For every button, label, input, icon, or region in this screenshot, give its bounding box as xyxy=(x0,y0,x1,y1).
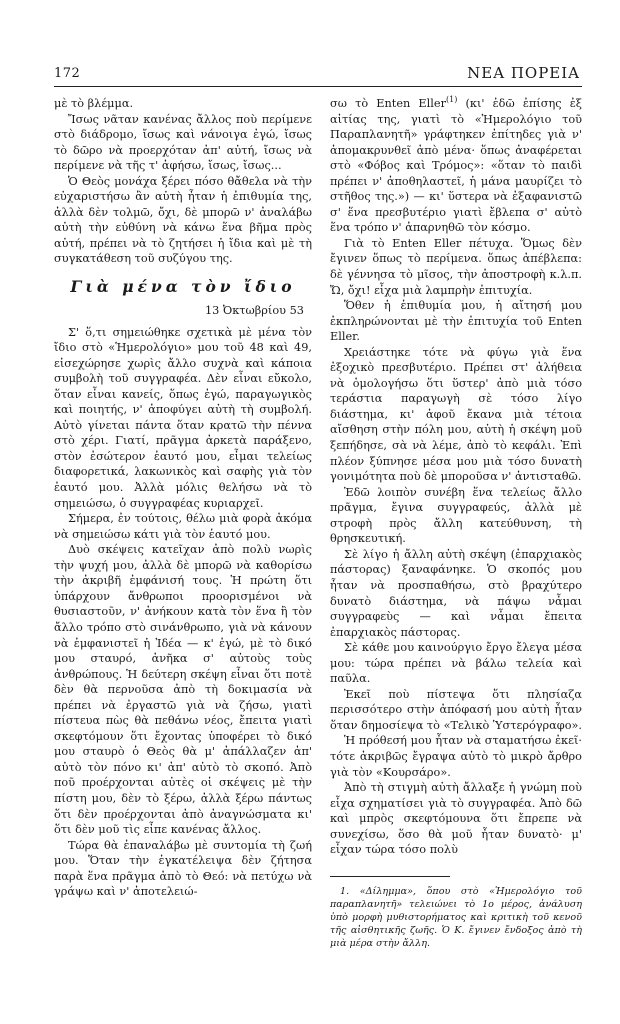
paragraph: μὲ τὸ βλέμμα. xyxy=(54,97,134,110)
paragraph: Ἀπὸ τὴ στιγμὴ αὐτὴ ἄλλαξε ἡ γνώμη ποὺ εἶχα σχηματίσει γιὰ τὸ συγγραφέα. Ἀπὸ δῶ καὶ μπρὸς σκεφτόμουνα ὅτι ἔπρεπε νὰ συνεχίσω, ὅσο θὰ μοῦ ἦταν δυνατὸ· μ' εἶχαν τώρα τόσο πολὺ xyxy=(330,781,582,857)
footnote-rule xyxy=(330,876,450,877)
paragraph-start: σω τὸ Enten Eller xyxy=(330,97,446,110)
header-rule xyxy=(54,86,582,87)
paragraph: Ἡ πρόθεσή μου ἦταν νὰ σταματήσω ἐκεῖ· τότε ἀκριβῶς ἔγραψα αὐτὸ τὸ μικρὸ ἄρθρο γιὰ τὸν «Κουρσάρο». xyxy=(330,734,582,779)
paragraph: Δυὸ σκέψεις κατεῖχαν ἀπὸ πολὺ νωρὶς τὴν ψυχή μου, ἀλλὰ δὲ μπορῶ νὰ καθορίσω τὴν ἀκριβῆ ἐμφάνισή τους. Ἡ πρώτη ὅτι ὑπάρχουν ἄνθρωποι προορισμένοι νὰ θυσιαστοῦν, ν' ἀνήκουν κατὰ τὸν ἕνα ἢ τὸν ἄλλο τρόπο στὸ σινάνθρωπο, γιὰ νὰ κάνουν νὰ ἐμφανιστεῖ ἡ Ἰδέα — κ' ἐγώ, μὲ τὸ δικό μου σταυρό, ἀνῆκα σ' αὐτοὺς τοὺς ἀνθρώπους. Ἡ δεύτερη σκέψη εἶναι ὅτι ποτὲ δὲν θὰ περνοῦσα ἀπὸ τὴ δοκιμασία νὰ πρέπει νὰ ἐργαστῶ γιὰ νὰ ζήσω, γιατὶ πίστευα πὼς θὰ πεθάνω νέος, ἔπειτα γιατὶ σκεφτόμουν ὅτι ἔχοντας ὑποφέρει τὸ δικό μου σταυρὸ ὁ Θεὸς θὰ μ' ἀπάλλαζεν ἀπ' αὐτὸ τὸν πόνο κι' ἀπ' αὐτὸ τὸ σκοπό. Ἀπὸ ποῦ προέρχονται αὐτὲς οἱ σκέψεις μὲ τὴν πίστη μου, δὲν τὸ ξέρω, ἀλλὰ ξέρω πάντως ὅτι δὲν προέρχονται ἀπὸ ἀναγνώσματα κι' ὅτι δὲν μοῦ τὶς εἶπε κανένας ἄλλος. xyxy=(54,543,312,837)
footnote: 1. «Δίλημμα», ὅπου στὸ «Ἡμερολόγιο τοῦ παραπλανητῆ» τελειώνει τὸ 1ο μέρος, ἀνάλυση ὑπὸ μορφὴ μυθιστορήματος καὶ κριτικὴ τοῦ κενοῦ τῆς αἰσθητικῆς ζωῆς. Ὁ Κ. ἔγινεν ἔνδοξος ἀπὸ τὴ μιὰ μέρα στὴν ἄλλη. xyxy=(330,885,582,949)
paragraph: Ὅθεν ἡ ἐπιθυμία μου, ἡ αἴτησή μου ἐκπληρώνονται μὲ τὴν ἐπιτυχία τοῦ Enten Eller. xyxy=(330,299,582,344)
running-head: ΝΕΑ ΠΟΡΕΙΑ xyxy=(467,64,580,82)
paragraph xyxy=(330,96,582,236)
section-heading: Γιὰ μένα τὸν ἴδιο xyxy=(70,277,296,297)
paragraph: Σ' ὅ,τι σημειώθηκε σχετικὰ μὲ μένα τὸν ἴδιο στὸ «Ἡμερολόγιο» μου τοῦ 48 καὶ 49, εἰσεχώρησε χωρὶς ἄλλο συχνὰ καὶ κάποια συμβολὴ τοῦ συγγραφέα. Δὲν εἶναι εὔκολο, ὅταν εἶναι κανείς, ὅπως ἐγώ, παραγωγικὸς καὶ ποιητής, ν' ἀποφύγει αὐτὴ τὴ συμβολή. Αὐτὸ γίνεται πάντα ὅταν κρατῶ τὴν πέννα στὸ χέρι. Γιατί, πρᾶγμα ἀρκετὰ παράξενο, στὸν ἐσώτερον ἑαυτό μου, εἶμαι τελείως διαφορετικά, λακωνικὸς καὶ σαφὴς γιὰ τὸν ἑαυτό μου. Ἀλλὰ μόλις θελήσω νὰ τὸ σημειώσω, ὁ συγγραφέας κυριαρχεῖ. xyxy=(54,325,312,510)
paragraph: Ἐδῶ λοιπὸν συνέβη ἕνα τελείως ἄλλο πρᾶγμα, ἔγινα συγγραφεύς, ἀλλὰ μὲ στροφὴ πρὸς ἄλλη κατεύθυνση, τὴ θρησκευτική. xyxy=(330,485,582,546)
paragraph: Τώρα θὰ ἐπαναλάβω μὲ συντομία τὴ ζωή μου. Ὅταν τὴν ἐγκατέλειψα δὲν ζήτησα παρὰ ἕνα πρᾶγμα ἀπὸ τὸ Θεό: νὰ πετύχω νὰ γράψω καὶ ν' ἀποτελειώ- xyxy=(54,838,312,899)
paragraph: Ἐκεῖ ποὺ πίστεψα ὅτι πλησίαζα περισσότερο στὴν ἀπόφασή μου αὐτὴ ἦταν ὅταν δημοσίεψα τὸ «Τελικὸ Ὑστερόγραφο». xyxy=(330,687,583,732)
dateline: 13 Ὀκτωβρίου 53 xyxy=(205,304,304,318)
paragraph: Σήμερα, ἐν τούτοις, θέλω μιὰ φορὰ ἀκόμα νὰ σημειώσω κάτι γιὰ τὸν ἑαυτό μου. xyxy=(54,512,312,541)
paragraph: Σὲ λίγο ἡ ἄλλη αὐτὴ σκέψη (ἐπαρχιακὸς πάστορας) ξαναφάνηκε. Ὁ σκοπός μου ἦταν νὰ προσπαθήσω, στὸ βραχύτερο δυνατὸ διάστημα, νὰ πάψω νἆμαι συγγραφεὺς — καὶ νἆμαι ἔπειτα ἐπαρχιακὸς πάστορας. xyxy=(330,547,582,639)
paragraph: Ὁ Θεὸς μονάχα ξέρει πόσο θἄθελα νὰ τὴν εὐχαριστήσω ἂν αὐτὴ ἦταν ἡ ἐπιθυμία της, ἀλλὰ δὲν τολμῶ, ὄχι, δὲ μπορῶ ν' ἀναλάβω αὐτὴ τὴν εὐθύνη νὰ κάνω ἕνα βῆμα πρὸς αὐτή, πρέπει νὰ τὸ ζητήσει ἡ ἴδια καὶ μὲ τὴ συγκατάθεση τοῦ συζύγου της. xyxy=(54,174,312,266)
paragraph-end: (κι' ἐδῶ ἐπίσης ἐξ αἰτίας της, γιατὶ τὸ «Ἡμερολόγιο τοῦ Παραπλανητῆ» γράφτηκεν ἐπίτηδες γιὰ ν' ἀπομακρυνθεῖ ἀπὸ μένα· ὅπως ἀναφέρεται στὸ «Φόβος καὶ Τρόμος»: «ὅταν τὸ παιδὶ πρέπει ν' ἀποθηλαστεῖ, ἡ μάνα μαυρίζει τὸ στῆθος της.») — κι' ὕστερα νὰ ἐξαφανιστῶ σ' ἕνα πρεσβυτέριο γιατὶ ἔβλεπα σ' αὐτὸ ἕνα τρόπο ν' ἀπαρνηθῶ τὸν κόσμο. xyxy=(330,97,582,235)
paragraph: Χρειάστηκε τότε νὰ φύγω γιὰ ἕνα ἐξοχικὸ πρεσβυτέριο. Πρέπει στ' ἀλήθεια νὰ ὁμολογήσω ὅτι ὕστερ' ἀπὸ μιὰ τόσο τεράστια παραγωγὴ σὲ τόσο λίγο διάστημα, κι' ἀφοῦ ἔκανα μιὰ τέτοια αἴσθηση στὴν πόλη μου, αὐτὴ ἡ σκέψη μοῦ ξεπήδησε, σὰ νὰ λέμε, ἀπὸ τὸ κεφάλι. Ἐπὶ πλέον ξύπνησε μέσα μου μιὰ τόσο δυνατὴ γονιμότητα ποὺ δὲ μποροῦσα ν' ἀντισταθῶ. xyxy=(330,345,582,484)
paragraph: Ἴσως νᾶταν κανένας ἄλλος ποὺ περίμενε στὸ διάδρομο, ἴσως καὶ νάνοιγα ἐγώ, ἴσως τὸ δῶρο νὰ προερχόταν ἀπ' αὐτή, ἴσως νὰ περίμενε νὰ τῆς τ' ἀφήσω, ἴσως, ἴσως... xyxy=(54,112,312,173)
paragraph: Σὲ κάθε μου καινούργιο ἔργο ἔλεγα μέσα μου: τώρα πρέπει νὰ βάλω τελεία καὶ παῦλα. xyxy=(330,641,582,686)
page-number: 172 xyxy=(54,66,81,81)
footnote-marker: (1) xyxy=(445,95,458,105)
right-column xyxy=(330,96,582,950)
left-column xyxy=(54,96,312,900)
paragraph: Γιὰ τὸ Enten Eller πέτυχα. Ὅμως δὲν ἔγινεν ὅπως τὸ περίμενα. ὅπως ἀπέβλεπα: δὲ γέννησα τὸ μῖσος, τὴν ἀποστροφὴ κ.λ.π. Ὤ, ὄχι! εἶχα μιὰ λαμπρὴν ἐπιτυχία. xyxy=(330,236,582,297)
